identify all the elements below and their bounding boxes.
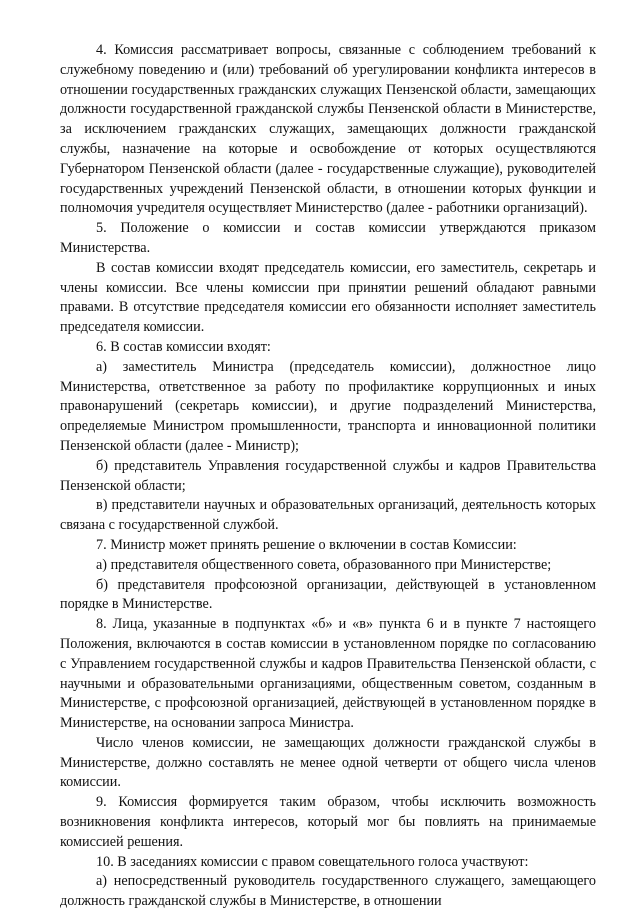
paragraph-item-6b: б) представитель Управления государственной службы и кадров Правительства Пензенской области; — [60, 457, 596, 494]
paragraph-item-4: 4. Комиссия рассматривает вопросы, связанные с соблюдением требований к служебному поведению и (или) требований об урегулировании конфликта интересов в отношении государственных гражданских служащих Пензенской области, замещающих должности государственной гражданской службы Пензенской области в Министерстве, за исключением гражданских служащих, замещающих должности гражданской службы, назначение на которые и освобождение от которых осуществляются Губернатором Пензенской области (далее - государственные служащие), руководителей государственных учреждений Пензенской области, в отношении которых функции и полномочия учредителя осуществляет Министерство (далее - работники организаций). — [60, 42, 596, 217]
paragraph-item-10a: а) непосредственный руководитель государственного служащего, замещающего должность гражданской службы в Министерстве, в отношении — [60, 873, 596, 910]
paragraph-member-quota: Число членов комиссии, не замещающих должности гражданской службы в Министерстве, должно составлять не менее одной четверти от общего числа членов комиссии. — [60, 734, 596, 791]
paragraph-item-5: 5. Положение о комиссии и состав комиссии утверждаются приказом Министерства. — [60, 220, 596, 256]
paragraph-item-9: 9. Комиссия формируется таким образом, чтобы исключить возможность возникновения конфликта интересов, который мог бы повлиять на принимаемые комиссией решения. — [60, 794, 596, 850]
paragraph-item-7a: а) представителя общественного совета, образованного при Министерстве; — [96, 556, 552, 573]
paragraph-item-7b: б) представителя профсоюзной организации, действующей в установленном порядке в Министерстве. — [60, 576, 596, 613]
paragraph-item-6v: в) представители научных и образовательных организаций, деятельность которых связана с государственной службой. — [60, 497, 596, 534]
paragraph-item-8: 8. Лица, указанные в подпунктах «б» и «в» пункта 6 и в пункте 7 настоящего Положения, включаются в состав комиссии в установленном порядке по согласованию с Управлением государственной службы и кадров Правительства Пензенской области, с научными и образовательными организациями, общественным советом, созданным в Министерстве, с профсоюзной организацией, действующей в установленном порядке в Министерстве, на основании запроса Министра. — [60, 616, 596, 732]
paragraph-item-6: 6. В состав комиссии входят: — [96, 338, 271, 355]
paragraph-item-10: 10. В заседаниях комиссии с правом совещательного голоса участвуют: — [96, 853, 529, 870]
paragraph-item-6a: а) заместитель Министра (председатель комиссии), должностное лицо Министерства, ответственное за работу по профилактике коррупционных и иных правонарушений (секретарь комиссии), и другие подразделений Министерства, определяемые Министром промышленности, транспорта и инновационной политики Пензенской области (далее - Министр); — [60, 358, 596, 454]
paragraph-commission-members: В состав комиссии входят председатель комиссии, его заместитель, секретарь и члены комиссии. Все члены комиссии при принятии решений обладают равными правами. В отсутствие председателя комиссии его обязанности исполняет заместитель председателя комиссии. — [60, 259, 596, 336]
paragraph-item-7: 7. Министр может принять решение о включении в состав Комиссии: — [96, 536, 517, 553]
